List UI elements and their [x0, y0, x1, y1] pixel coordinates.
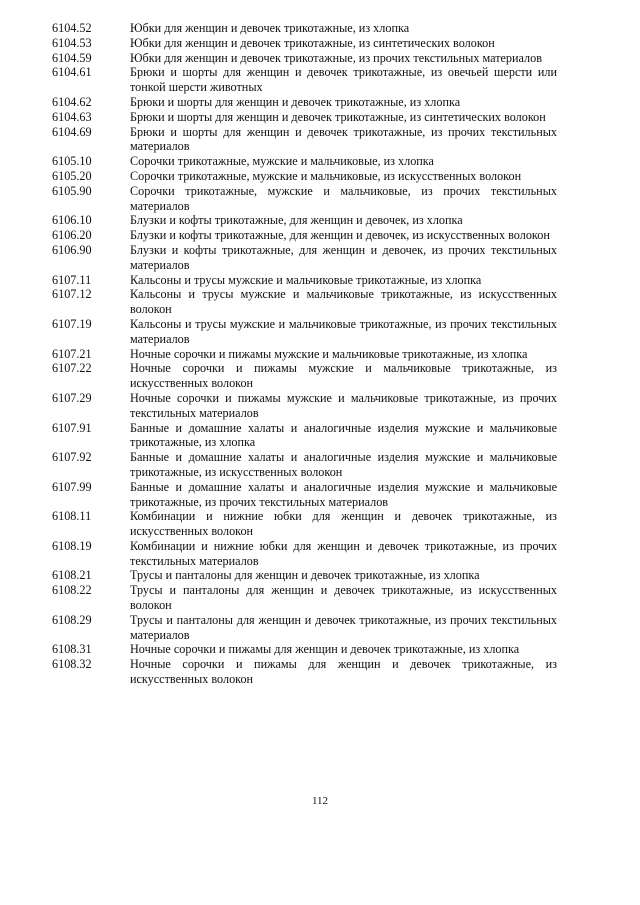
item-code: 6108.31	[52, 642, 92, 657]
list-item	[52, 480, 557, 510]
list-item	[52, 642, 557, 657]
item-code: 6107.22	[52, 361, 92, 376]
item-code: 6106.10	[52, 213, 92, 228]
item-code: 6108.22	[52, 583, 92, 598]
item-code: 6108.29	[52, 612, 92, 627]
item-description: Блузки и кофты трикотажные, для женщин и девочек, из искусственных волокон	[130, 228, 550, 243]
item-description: Трусы и панталоны для женщин и девочек трикотажные, из хлопка	[130, 568, 480, 583]
item-code: 6104.62	[52, 94, 92, 109]
item-description: Трусы и панталоны для женщин и девочек трикотажные, из прочих текстильных материалов	[130, 612, 557, 642]
item-description: Сорочки трикотажные, мужские и мальчиковые, из искусственных волокон	[130, 168, 522, 183]
list-item	[52, 391, 557, 421]
list-item	[52, 287, 557, 317]
item-description: Кальсоны и трусы мужские и мальчиковые трикотажные, из прочих текстильных материалов	[130, 316, 557, 346]
item-description: Кальсоны и трусы мужские и мальчиковые трикотажные, из искусственных волокон	[130, 287, 557, 317]
list-item	[52, 347, 557, 362]
list-item	[52, 613, 557, 643]
list-item	[52, 21, 557, 36]
item-code: 6107.92	[52, 450, 92, 465]
item-description: Банные и домашние халаты и аналогичные изделия мужские и мальчиковые трикотажные, из искусственных волокон	[130, 450, 557, 479]
item-description: Брюки и шорты для женщин и девочек трикотажные, из синтетических волокон	[130, 109, 546, 124]
item-description: Ночные сорочки и пижамы мужские и мальчиковые трикотажные, из искусственных волокон	[130, 361, 557, 391]
item-code: 6106.20	[52, 228, 92, 243]
list-item	[52, 421, 557, 451]
list-item	[52, 228, 557, 243]
list-item	[52, 243, 557, 273]
list-item	[52, 657, 557, 687]
list-item	[52, 450, 557, 480]
item-description: Юбки для женщин и девочек трикотажные, из хлопка	[130, 21, 410, 35]
item-description: Ночные сорочки и пижамы для женщин и девочек трикотажные, из хлопка	[130, 642, 520, 657]
item-code: 6108.19	[52, 538, 92, 553]
list-item	[52, 36, 557, 51]
item-code: 6107.12	[52, 287, 92, 302]
item-description: Банные и домашние халаты и аналогичные изделия мужские и мальчиковые трикотажные, из хлопка	[130, 420, 557, 450]
list-item	[52, 539, 557, 569]
list-item	[52, 110, 557, 125]
item-description: Кальсоны и трусы мужские и мальчиковые трикотажные, из хлопка	[130, 272, 482, 287]
code-list	[52, 21, 557, 687]
item-description: Ночные сорочки и пижамы мужские и мальчиковые трикотажные, из прочих текстильных материалов	[130, 390, 557, 420]
item-description: Комбинации и нижние юбки для женщин и девочек трикотажные, из прочих текстильных материалов	[130, 538, 557, 568]
list-item	[52, 51, 557, 66]
list-item	[52, 361, 557, 391]
item-code: 6104.59	[52, 50, 92, 65]
item-description: Трусы и панталоны для женщин и девочек трикотажные, из искусственных волокон	[130, 583, 557, 613]
item-code: 6107.19	[52, 316, 92, 331]
item-code: 6104.53	[52, 35, 92, 50]
item-description: Блузки и кофты трикотажные, для женщин и девочек, из прочих текстильных материалов	[130, 242, 557, 272]
item-code: 6105.10	[52, 154, 92, 169]
item-description: Сорочки трикотажные, мужские и мальчиковые, из прочих текстильных материалов	[130, 183, 557, 213]
item-description: Сорочки трикотажные, мужские и мальчиковые, из хлопка	[130, 154, 434, 169]
list-item	[52, 583, 557, 613]
list-item	[52, 317, 557, 347]
item-code: 6107.11	[52, 272, 92, 287]
list-item	[52, 95, 557, 110]
item-code: 6107.99	[52, 479, 92, 494]
item-code: 6104.52	[52, 21, 92, 35]
list-item	[52, 169, 557, 184]
item-code: 6104.61	[52, 65, 92, 80]
item-description: Брюки и шорты для женщин и девочек трикотажные, из хлопка	[130, 94, 461, 109]
list-item	[52, 568, 557, 583]
item-description: Брюки и шорты для женщин и девочек трикотажные, из прочих текстильных материалов	[130, 124, 557, 154]
item-description: Брюки и шорты для женщин и девочек трикотажные, из овечьей шерсти или тонкой шерсти животных	[130, 65, 557, 95]
item-code: 6105.90	[52, 183, 92, 198]
item-code: 6108.11	[52, 509, 92, 524]
item-description: Ночные сорочки и пижамы для женщин и девочек трикотажные, из искусственных волокон	[130, 657, 557, 687]
item-description: Банные и домашние халаты и аналогичные изделия мужские и мальчиковые трикотажные, из прочих текстильных материалов	[130, 479, 557, 509]
list-item	[52, 65, 557, 95]
item-code: 6105.20	[52, 168, 92, 183]
list-item	[52, 213, 557, 228]
page-number: 112	[311, 795, 329, 807]
item-code: 6108.32	[52, 657, 92, 672]
item-description: Юбки для женщин и девочек трикотажные, из прочих текстильных материалов	[130, 50, 542, 65]
list-item	[52, 509, 557, 539]
list-item	[52, 273, 557, 288]
item-code: 6106.90	[52, 242, 92, 257]
item-description: Ночные сорочки и пижамы мужские и мальчиковые трикотажные, из хлопка	[130, 346, 528, 361]
item-code: 6108.21	[52, 568, 92, 583]
list-item	[52, 125, 557, 155]
item-description: Блузки и кофты трикотажные, для женщин и девочек, из хлопка	[130, 213, 463, 228]
item-code: 6107.21	[52, 346, 92, 361]
item-code: 6104.63	[52, 109, 92, 124]
item-code: 6107.29	[52, 390, 92, 405]
item-code: 6107.91	[52, 420, 92, 435]
list-item	[52, 154, 557, 169]
item-description: Комбинации и нижние юбки для женщин и девочек трикотажные, из искусственных волокон	[130, 509, 557, 539]
item-code: 6104.69	[52, 124, 92, 139]
item-description: Юбки для женщин и девочек трикотажные, из синтетических волокон	[130, 35, 495, 50]
list-item	[52, 184, 557, 214]
